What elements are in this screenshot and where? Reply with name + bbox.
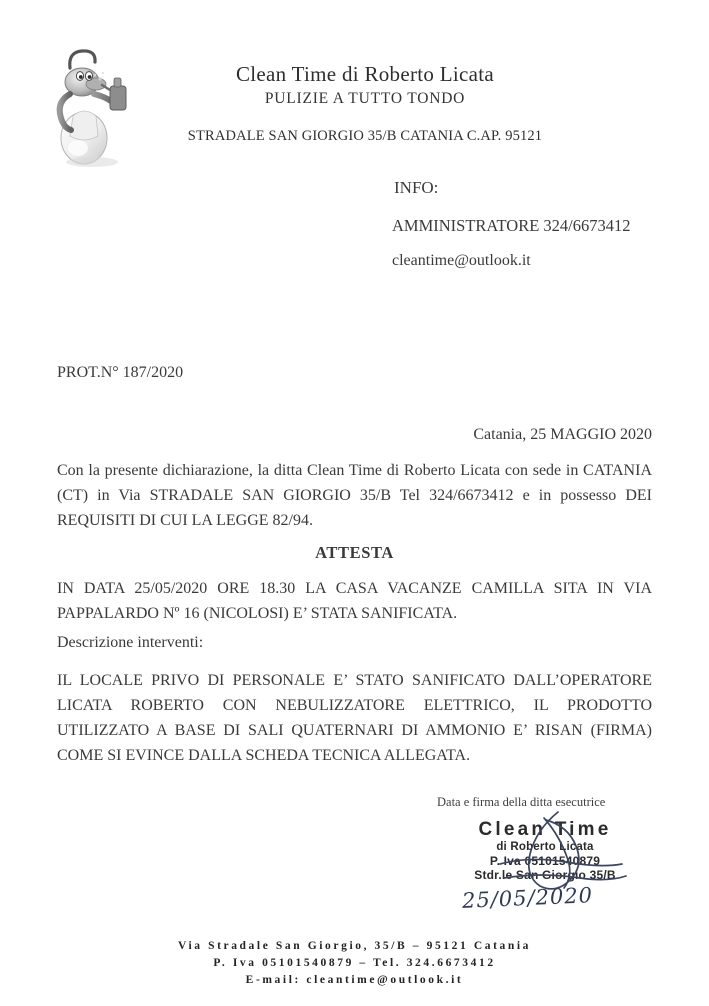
company-tagline: PULIZIE A TUTTO TONDO [264, 90, 466, 107]
statement-container [57, 576, 652, 626]
info-administrator: AMMINISTRATORE 324/6673412 [392, 216, 631, 235]
stamp-owner-name: di Roberto Licata [496, 841, 594, 853]
footer-vat-phone: P. Iva 05101540879 – Tel. 324.6673412 [213, 957, 496, 969]
company-name: Clean Time di Roberto Licata [235, 62, 495, 86]
description-label: Descrizione interventi: [57, 634, 204, 651]
info-label: INFO: [394, 178, 439, 197]
intro-paragraph: Con la presente dichiarazione, la ditta Clean Time di Roberto Licata con sede in CATANIA (CT) in Via STRADALE SAN GIORGIO 35/B Tel 324/6673412 e in possesso DEI REQUISITI DI CUI LA LEGGE 82/94. [57, 462, 652, 529]
info-email: cleantime@outlook.it [392, 252, 531, 269]
description-paragraph: IL LOCALE PRIVO DI PERSONALE E’ STATO SANIFICATO DALL’OPERATORE LICATA ROBERTO CON NEBULIZZATORE ELETTRICO, IL PRODOTTO UTILIZZATO A BASE DI SALI QUATERNARI DI AMMONIO E’ RISAN (FIRMA) COME SI EVINCE DALLA SCHEDA TECNICA ALLEGATA. [57, 672, 652, 764]
stamp-vat-number: P. Iva 05101540879 [489, 854, 601, 868]
description-container [57, 668, 652, 768]
cleaning-mascot-icon [48, 46, 140, 168]
place-and-date: Catania, 25 MAGGIO 2020 [473, 426, 652, 443]
intro-paragraph-container [57, 458, 652, 533]
company-address: STRADALE SAN GIORGIO 35/B CATANIA C.AP. 95121 [187, 128, 543, 144]
statement-paragraph: IN DATA 25/05/2020 ORE 18.30 LA CASA VACANZE CAMILLA SITA IN VIA PAPPALARDO Nº 16 (NICOLOSI) E’ STATA SANIFICATA. [57, 580, 652, 622]
footer-email: E-mail: cleantime@outlook.it [245, 974, 464, 986]
footer-address: Via Stradale San Giorgio, 35/B – 95121 Catania [177, 940, 532, 952]
handwritten-date: 25/05/2020 [461, 883, 594, 913]
signature-caption: Data e firma della ditta esecutrice [437, 795, 606, 809]
company-stamp [455, 820, 635, 882]
protocol-number: PROT.N° 187/2020 [57, 364, 184, 381]
attesta-heading: ATTESTA [315, 543, 394, 562]
stamp-company-name: Clean Time [478, 819, 612, 840]
page-footer [0, 938, 709, 989]
stamp-address: Stdr.le San Giorgio 35/B [474, 868, 616, 882]
